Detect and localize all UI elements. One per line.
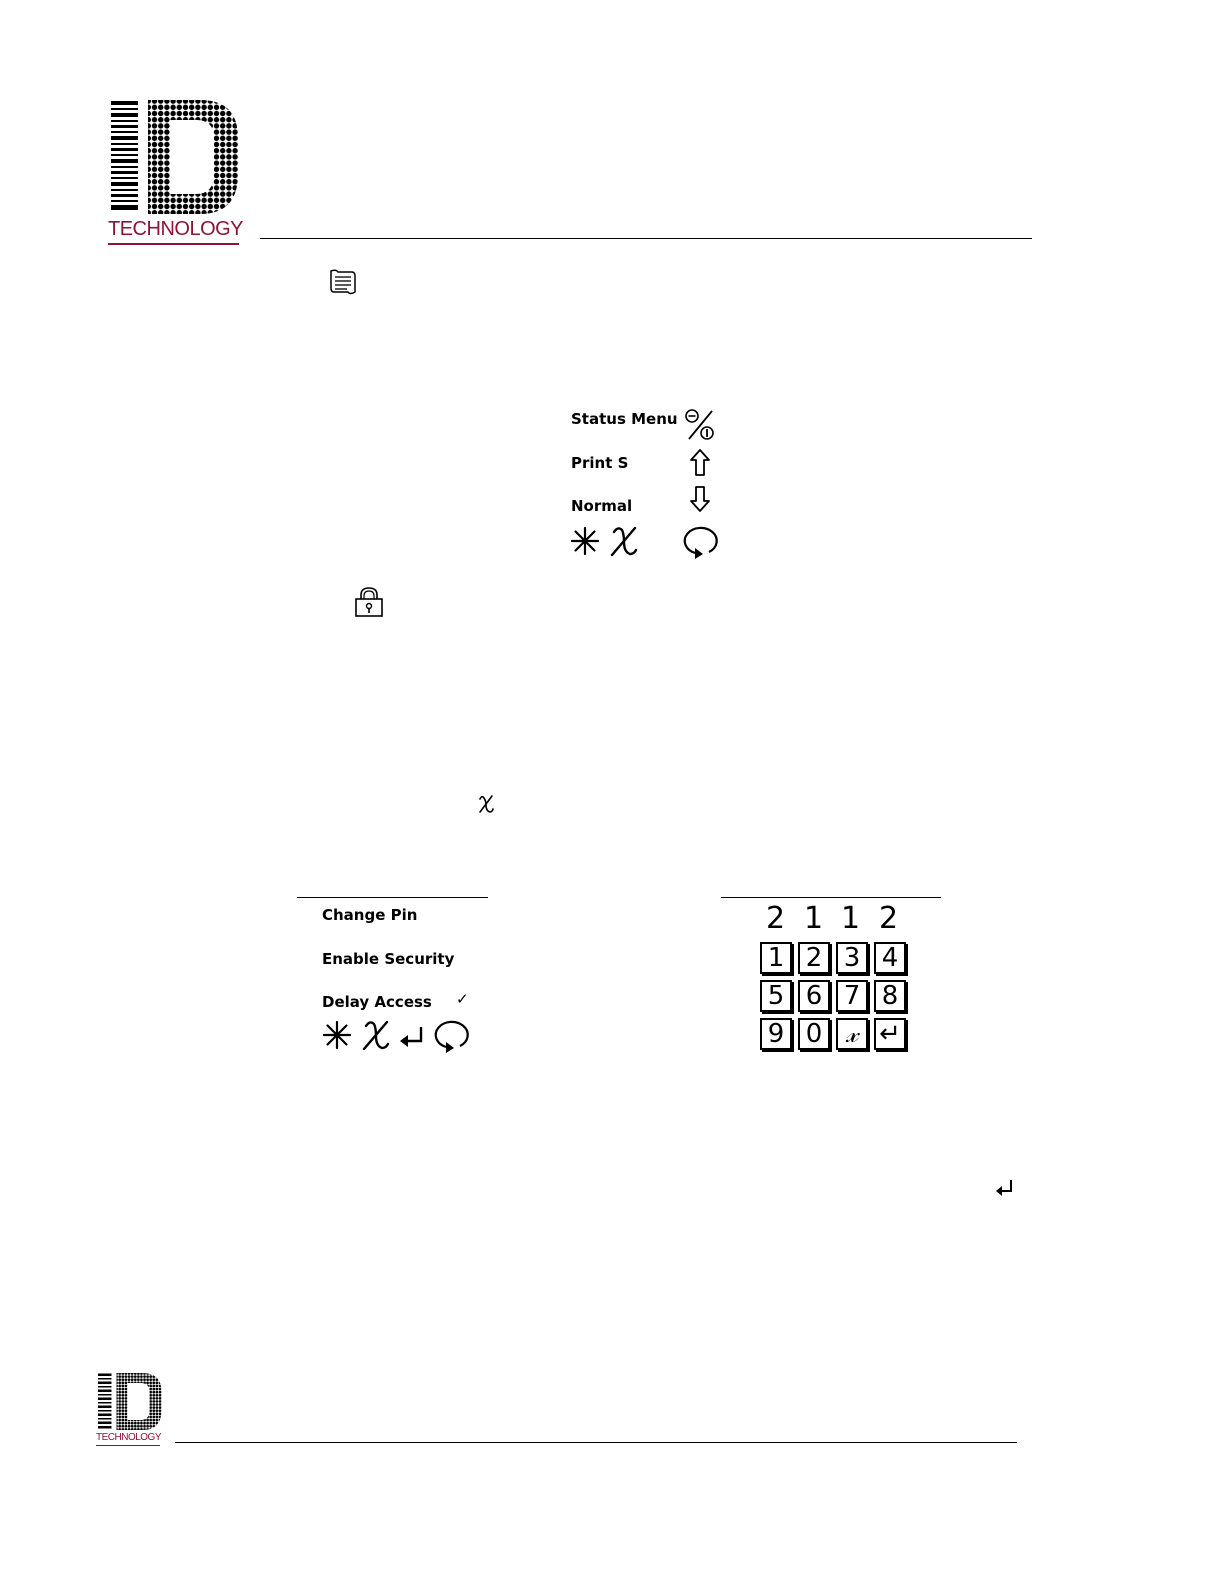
menu-item-delay-access[interactable]: Delay Access: [322, 993, 432, 1011]
keypad-key-2[interactable]: 2: [798, 942, 830, 974]
keypad-key-7[interactable]: 7: [836, 980, 868, 1012]
arrow-down-icon[interactable]: [689, 484, 711, 519]
pin-digit-2: 1: [804, 901, 824, 936]
keypad-key-3[interactable]: 3: [836, 942, 868, 974]
percent-power-icon: [684, 408, 718, 447]
status-menu-screen: [560, 400, 740, 570]
pin-digit-1: 2: [766, 901, 786, 936]
asterisk-icon[interactable]: [570, 526, 600, 561]
menu-item-normal[interactable]: Normal: [571, 497, 633, 515]
cycle-icon[interactable]: [432, 1016, 472, 1059]
header-logo: [108, 98, 242, 246]
checkmark-icon: ✓: [456, 990, 469, 1008]
enter-icon-inline: [995, 1178, 1015, 1203]
pin-entry-screen: [740, 900, 930, 1060]
keypad-key-1[interactable]: 1: [760, 942, 792, 974]
keypad-key-9[interactable]: 9: [760, 1018, 792, 1050]
pin-digit-4: 2: [879, 901, 899, 936]
keypad-key-0[interactable]: 0: [798, 1018, 830, 1050]
lock-icon: [354, 586, 384, 623]
enter-icon[interactable]: [398, 1024, 426, 1055]
scroll-icon: [328, 268, 358, 301]
cycle-icon[interactable]: [681, 522, 721, 565]
keypad-key-cancel[interactable]: 𝓍: [836, 1018, 868, 1050]
footer-logo: [96, 1372, 164, 1448]
keypad-key-4[interactable]: 4: [874, 942, 906, 974]
cancel-x-icon[interactable]: [608, 524, 640, 563]
header-rule: [260, 238, 1032, 239]
security-screen-top-rule: [297, 897, 488, 898]
footer-logo-underline: [96, 1445, 160, 1446]
keypad-key-8[interactable]: 8: [874, 980, 906, 1012]
footer-rule: [175, 1442, 1017, 1443]
cancel-x-icon-inline: [477, 794, 495, 819]
asterisk-icon[interactable]: [322, 1020, 352, 1055]
logo-underline: [108, 243, 239, 245]
menu-item-print-s[interactable]: Print S: [571, 454, 629, 472]
id-logo-mark: [108, 98, 242, 218]
security-menu-screen: [310, 900, 490, 1060]
cancel-x-icon[interactable]: [360, 1018, 392, 1057]
menu-item-change-pin[interactable]: Change Pin: [322, 906, 418, 924]
arrow-up-icon[interactable]: [689, 448, 711, 483]
footer-logo-wordmark: TECHNOLOGY: [96, 1432, 162, 1443]
keypad-key-6[interactable]: 6: [798, 980, 830, 1012]
menu-item-status-menu[interactable]: Status Menu: [571, 410, 678, 428]
logo-wordmark: TECHNOLOGY: [108, 218, 244, 240]
id-logo-mark-small: [96, 1372, 164, 1432]
menu-item-enable-security[interactable]: Enable Security: [322, 950, 455, 968]
keypad-key-enter[interactable]: ↵: [874, 1018, 906, 1050]
pin-screen-top-rule: [721, 897, 941, 898]
pin-digit-3: 1: [841, 901, 861, 936]
keypad-key-5[interactable]: 5: [760, 980, 792, 1012]
